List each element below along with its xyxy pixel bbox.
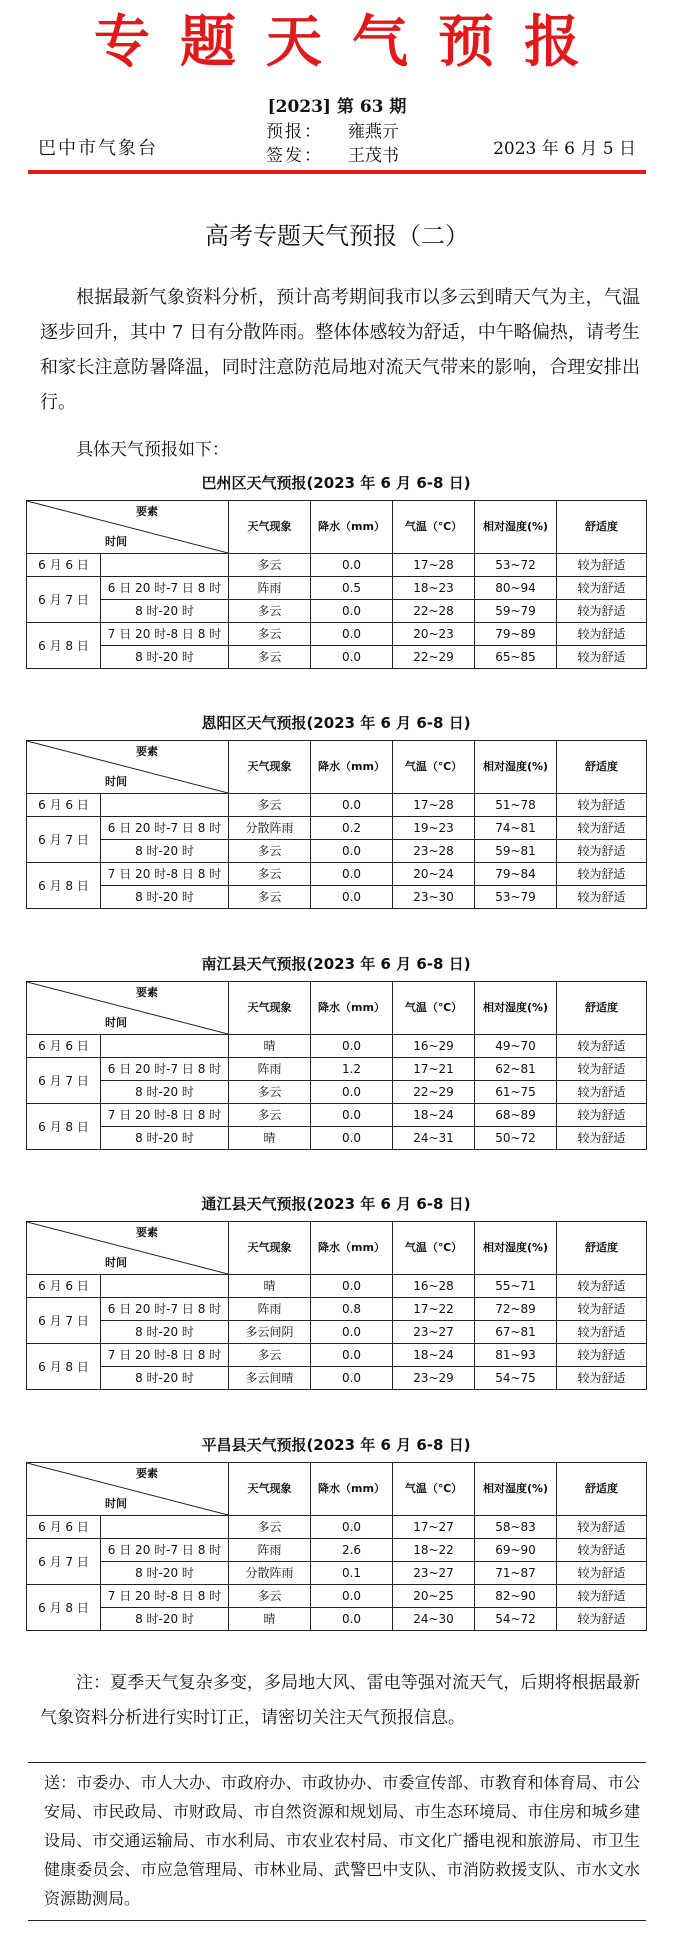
humidity-cell: 51~78 — [475, 794, 557, 817]
rain-cell: 0.1 — [311, 1562, 393, 1585]
table-header-row — [27, 1463, 647, 1516]
weather-cell: 多云 — [229, 646, 311, 669]
column-header-rain: 降水（mm） — [311, 501, 393, 554]
humidity-cell: 62~81 — [475, 1058, 557, 1081]
header-time-label: 时间 — [105, 535, 127, 548]
column-header-humidity: 相对湿度(%) — [475, 501, 557, 554]
forecast-table — [26, 500, 647, 669]
header-time-label: 时间 — [105, 1256, 127, 1269]
humidity-cell: 79~84 — [475, 863, 557, 886]
table-header-row — [27, 501, 647, 554]
comfort-cell: 较为舒适 — [557, 646, 647, 669]
comfort-cell: 较为舒适 — [557, 1539, 647, 1562]
period-cell: 6 日 20 时-7 日 8 时 — [101, 1539, 229, 1562]
forecaster-row — [266, 120, 399, 144]
header-time-label: 时间 — [105, 1497, 127, 1510]
temp-cell: 19~23 — [393, 817, 475, 840]
humidity-cell: 68~89 — [475, 1104, 557, 1127]
temp-cell: 24~31 — [393, 1127, 475, 1150]
summary-paragraph: 根据最新气象资料分析，预计高考期间我市以多云到晴天气为主，气温逐步回升，其中 7 日有分散阵雨。整体体感较为舒适，中午略偏热，请考生和家长注意防暑降温，同时注意防范局地对流天气带来的影响，合理安排出行。 — [40, 287, 640, 413]
weather-cell: 多云间阴 — [229, 1321, 311, 1344]
table-row — [27, 1275, 647, 1298]
comfort-cell: 较为舒适 — [557, 1058, 647, 1081]
weather-cell: 分散阵雨 — [229, 817, 311, 840]
section-title: 通江县天气预报(2023 年 6 月 6-8 日) — [201, 1195, 471, 1213]
period-cell: 7 日 20 时-8 日 8 时 — [101, 1104, 229, 1127]
rain-cell: 0.0 — [311, 1321, 393, 1344]
period-cell: 6 日 20 时-7 日 8 时 — [101, 817, 229, 840]
period-cell — [101, 1275, 229, 1298]
period-cell — [101, 1516, 229, 1539]
weather-cell: 多云 — [229, 794, 311, 817]
weather-cell: 多云 — [229, 1081, 311, 1104]
temp-cell: 17~27 — [393, 1516, 475, 1539]
comfort-cell: 较为舒适 — [557, 817, 647, 840]
issuing-agency: 巴中市气象台 — [38, 138, 158, 159]
weather-cell: 阵雨 — [229, 1298, 311, 1321]
column-header-temp: 气温（℃） — [393, 982, 475, 1035]
weather-cell: 多云 — [229, 886, 311, 909]
table-row — [27, 1127, 647, 1150]
period-cell — [101, 554, 229, 577]
table-row — [27, 1367, 647, 1390]
weather-cell: 晴 — [229, 1127, 311, 1150]
humidity-cell: 50~72 — [475, 1127, 557, 1150]
column-header-humidity: 相对湿度(%) — [475, 1463, 557, 1516]
diagonal-line — [27, 1222, 228, 1274]
forecast-section — [26, 1428, 646, 1631]
comfort-cell: 较为舒适 — [557, 1035, 647, 1058]
column-header-rain: 降水（mm） — [311, 741, 393, 794]
column-header-humidity: 相对湿度(%) — [475, 741, 557, 794]
temp-cell: 17~28 — [393, 554, 475, 577]
section-title: 平昌县天气预报(2023 年 6 月 6-8 日) — [201, 1436, 471, 1454]
forecast-section — [26, 1187, 646, 1390]
temp-cell: 17~28 — [393, 794, 475, 817]
header-element-label: 要素 — [136, 1226, 158, 1239]
humidity-cell: 82~90 — [475, 1585, 557, 1608]
rain-cell: 0.0 — [311, 1035, 393, 1058]
temp-cell: 18~22 — [393, 1539, 475, 1562]
weather-cell: 多云 — [229, 840, 311, 863]
column-header-temp: 气温（℃） — [393, 1463, 475, 1516]
comfort-cell: 较为舒适 — [557, 1275, 647, 1298]
weather-cell: 多云间晴 — [229, 1367, 311, 1390]
humidity-cell: 58~83 — [475, 1516, 557, 1539]
rain-cell: 0.8 — [311, 1298, 393, 1321]
comfort-cell: 较为舒适 — [557, 863, 647, 886]
temp-cell: 23~27 — [393, 1321, 475, 1344]
diagonal-header-cell — [27, 741, 229, 794]
rain-cell: 0.0 — [311, 1104, 393, 1127]
column-header-humidity: 相对湿度(%) — [475, 982, 557, 1035]
rain-cell: 0.5 — [311, 577, 393, 600]
distribution-list: 送：市委办、市人大办、市政府办、市政协办、市委宣传部、市教育和体育局、市公安局、市民政局、市财政局、市自然资源和规划局、市生态环境局、市住房和城乡建设局、市交通运输局、市水利局、市农业农村局、市文化广播电视和旅游局、市卫生健康委员会、市应急管理局、市林业局、武警巴中支队、市消防救援支队、市水文水资源勘测局。 — [44, 1773, 640, 1908]
signers-block — [266, 120, 399, 168]
column-header-weather: 天气现象 — [229, 501, 311, 554]
forecast-intro: 具体天气预报如下： — [76, 440, 229, 460]
publish-date: 2023 年 6 月 5 日 — [493, 139, 636, 159]
forecaster-label: 预报： — [266, 122, 323, 142]
period-cell: 8 时-20 时 — [101, 886, 229, 909]
table-row — [27, 577, 647, 600]
period-cell: 8 时-20 时 — [101, 1562, 229, 1585]
temp-cell: 18~23 — [393, 577, 475, 600]
day-cell: 6 月 7 日 — [27, 1539, 101, 1585]
forecaster-name: 雍燕亓 — [348, 122, 399, 142]
comfort-cell: 较为舒适 — [557, 1127, 647, 1150]
table-row — [27, 1539, 647, 1562]
humidity-cell: 54~72 — [475, 1608, 557, 1631]
rain-cell: 0.0 — [311, 886, 393, 909]
section-title: 南江县天气预报(2023 年 6 月 6-8 日) — [201, 955, 471, 973]
temp-cell: 23~28 — [393, 840, 475, 863]
comfort-cell: 较为舒适 — [557, 623, 647, 646]
humidity-cell: 55~71 — [475, 1275, 557, 1298]
temp-cell: 23~29 — [393, 1367, 475, 1390]
period-cell: 8 时-20 时 — [101, 840, 229, 863]
rain-cell: 0.0 — [311, 1367, 393, 1390]
humidity-cell: 74~81 — [475, 817, 557, 840]
column-header-temp: 气温（℃） — [393, 741, 475, 794]
day-cell: 6 月 8 日 — [27, 1344, 101, 1390]
period-cell: 8 时-20 时 — [101, 1321, 229, 1344]
table-row — [27, 1104, 647, 1127]
day-cell: 6 月 7 日 — [27, 577, 101, 623]
column-header-comfort: 舒适度 — [557, 501, 647, 554]
comfort-cell: 较为舒适 — [557, 1367, 647, 1390]
issuer-label: 签发： — [266, 146, 323, 166]
day-cell: 6 月 6 日 — [27, 1275, 101, 1298]
day-cell: 6 月 6 日 — [27, 1035, 101, 1058]
table-row — [27, 794, 647, 817]
temp-cell: 20~23 — [393, 623, 475, 646]
humidity-cell: 59~81 — [475, 840, 557, 863]
table-row — [27, 863, 647, 886]
temp-cell: 20~25 — [393, 1585, 475, 1608]
column-header-comfort: 舒适度 — [557, 741, 647, 794]
humidity-cell: 65~85 — [475, 646, 557, 669]
forecast-section — [26, 466, 646, 669]
temp-cell: 22~29 — [393, 646, 475, 669]
weather-cell: 阵雨 — [229, 1058, 311, 1081]
comfort-cell: 较为舒适 — [557, 1608, 647, 1631]
temp-cell: 22~29 — [393, 1081, 475, 1104]
red-divider — [28, 170, 646, 174]
rain-cell: 0.0 — [311, 863, 393, 886]
table-row — [27, 886, 647, 909]
table-row — [27, 600, 647, 623]
table-header-row — [27, 982, 647, 1035]
comfort-cell: 较为舒适 — [557, 1585, 647, 1608]
temp-cell: 23~27 — [393, 1562, 475, 1585]
advisory-note: 注：夏季天气复杂多变，多局地大风、雷电等强对流天气，后期将根据最新气象资料分析进行实时订正，请密切关注天气预报信息。 — [40, 1673, 640, 1728]
issuer-name: 王茂书 — [348, 146, 399, 166]
comfort-cell: 较为舒适 — [557, 554, 647, 577]
rain-cell: 0.0 — [311, 600, 393, 623]
temp-cell: 24~30 — [393, 1608, 475, 1631]
table-row — [27, 1585, 647, 1608]
period-cell: 6 日 20 时-7 日 8 时 — [101, 577, 229, 600]
humidity-cell: 69~90 — [475, 1539, 557, 1562]
diagonal-header-cell — [27, 1463, 229, 1516]
diagonal-header-cell — [27, 982, 229, 1035]
period-cell: 8 时-20 时 — [101, 1127, 229, 1150]
rain-cell: 0.2 — [311, 817, 393, 840]
comfort-cell: 较为舒适 — [557, 1104, 647, 1127]
rain-cell: 0.0 — [311, 794, 393, 817]
column-header-comfort: 舒适度 — [557, 982, 647, 1035]
humidity-cell: 72~89 — [475, 1298, 557, 1321]
temp-cell: 17~21 — [393, 1058, 475, 1081]
day-cell: 6 月 6 日 — [27, 794, 101, 817]
diagonal-line — [27, 741, 228, 793]
comfort-cell: 较为舒适 — [557, 600, 647, 623]
weather-cell: 多云 — [229, 863, 311, 886]
comfort-cell: 较为舒适 — [557, 840, 647, 863]
issuer-row — [266, 144, 399, 168]
rain-cell: 0.0 — [311, 1516, 393, 1539]
comfort-cell: 较为舒适 — [557, 1562, 647, 1585]
column-header-rain: 降水（mm） — [311, 982, 393, 1035]
header-time-label: 时间 — [105, 1016, 127, 1029]
column-header-comfort: 舒适度 — [557, 1222, 647, 1275]
header-element-label: 要素 — [136, 745, 158, 758]
weather-cell: 晴 — [229, 1275, 311, 1298]
rain-cell: 0.0 — [311, 1127, 393, 1150]
document-title: 高考专题天气预报（二） — [205, 222, 469, 250]
table-row — [27, 623, 647, 646]
comfort-cell: 较为舒适 — [557, 1344, 647, 1367]
column-header-weather: 天气现象 — [229, 1463, 311, 1516]
table-row — [27, 1562, 647, 1585]
humidity-cell: 80~94 — [475, 577, 557, 600]
table-row — [27, 1035, 647, 1058]
table-row — [27, 646, 647, 669]
temp-cell: 16~29 — [393, 1035, 475, 1058]
humidity-cell: 67~81 — [475, 1321, 557, 1344]
column-header-comfort: 舒适度 — [557, 1463, 647, 1516]
header-element-label: 要素 — [136, 986, 158, 999]
table-header-row — [27, 741, 647, 794]
day-cell: 6 月 8 日 — [27, 1585, 101, 1631]
column-header-rain: 降水（mm） — [311, 1463, 393, 1516]
column-header-weather: 天气现象 — [229, 982, 311, 1035]
rain-cell: 0.0 — [311, 1608, 393, 1631]
table-row — [27, 840, 647, 863]
day-cell: 6 月 7 日 — [27, 1058, 101, 1104]
distribution-bottom-rule — [28, 1920, 646, 1921]
period-cell: 6 日 20 时-7 日 8 时 — [101, 1058, 229, 1081]
humidity-cell: 61~75 — [475, 1081, 557, 1104]
comfort-cell: 较为舒适 — [557, 1298, 647, 1321]
day-cell: 6 月 7 日 — [27, 1298, 101, 1344]
weather-cell: 多云 — [229, 554, 311, 577]
period-cell: 8 时-20 时 — [101, 646, 229, 669]
comfort-cell: 较为舒适 — [557, 1516, 647, 1539]
comfort-cell: 较为舒适 — [557, 577, 647, 600]
day-cell: 6 月 6 日 — [27, 1516, 101, 1539]
header-element-label: 要素 — [136, 505, 158, 518]
day-cell: 6 月 8 日 — [27, 623, 101, 669]
column-header-weather: 天气现象 — [229, 741, 311, 794]
weather-cell: 阵雨 — [229, 577, 311, 600]
column-header-humidity: 相对湿度(%) — [475, 1222, 557, 1275]
humidity-cell: 53~79 — [475, 886, 557, 909]
weather-cell: 多云 — [229, 623, 311, 646]
section-title: 巴州区天气预报(2023 年 6 月 6-8 日) — [201, 474, 471, 492]
rain-cell: 0.0 — [311, 646, 393, 669]
diagonal-line — [27, 982, 228, 1034]
weather-cell: 多云 — [229, 600, 311, 623]
weather-cell: 阵雨 — [229, 1539, 311, 1562]
forecast-section — [26, 947, 646, 1150]
table-row — [27, 1344, 647, 1367]
forecast-table — [26, 740, 647, 909]
rain-cell: 0.0 — [311, 554, 393, 577]
rain-cell: 0.0 — [311, 1275, 393, 1298]
period-cell: 7 日 20 时-8 日 8 时 — [101, 623, 229, 646]
column-header-temp: 气温（℃） — [393, 1222, 475, 1275]
comfort-cell: 较为舒适 — [557, 1081, 647, 1104]
period-cell — [101, 794, 229, 817]
rain-cell: 0.0 — [311, 623, 393, 646]
table-row — [27, 1298, 647, 1321]
table-row — [27, 554, 647, 577]
weather-cell: 多云 — [229, 1516, 311, 1539]
weather-cell: 晴 — [229, 1035, 311, 1058]
rain-cell: 1.2 — [311, 1058, 393, 1081]
period-cell — [101, 1035, 229, 1058]
masthead-title: 专题天气预报 — [94, 10, 610, 75]
period-cell: 6 日 20 时-7 日 8 时 — [101, 1298, 229, 1321]
weather-cell: 多云 — [229, 1344, 311, 1367]
distribution-top-rule — [28, 1762, 646, 1763]
diagonal-header-cell — [27, 501, 229, 554]
temp-cell: 20~24 — [393, 863, 475, 886]
table-row — [27, 1608, 647, 1631]
day-cell: 6 月 6 日 — [27, 554, 101, 577]
column-header-temp: 气温（℃） — [393, 501, 475, 554]
diagonal-line — [27, 501, 228, 553]
period-cell: 8 时-20 时 — [101, 1081, 229, 1104]
table-row — [27, 1081, 647, 1104]
forecast-section — [26, 706, 646, 909]
header-time-label: 时间 — [105, 775, 127, 788]
table-row — [27, 1058, 647, 1081]
period-cell: 7 日 20 时-8 日 8 时 — [101, 1585, 229, 1608]
rain-cell: 2.6 — [311, 1539, 393, 1562]
weather-cell: 晴 — [229, 1608, 311, 1631]
humidity-cell: 53~72 — [475, 554, 557, 577]
period-cell: 7 日 20 时-8 日 8 时 — [101, 1344, 229, 1367]
table-row — [27, 817, 647, 840]
temp-cell: 18~24 — [393, 1344, 475, 1367]
table-header-row — [27, 1222, 647, 1275]
day-cell: 6 月 8 日 — [27, 863, 101, 909]
diagonal-header-cell — [27, 1222, 229, 1275]
temp-cell: 16~28 — [393, 1275, 475, 1298]
temp-cell: 23~30 — [393, 886, 475, 909]
rain-cell: 0.0 — [311, 1344, 393, 1367]
header-element-label: 要素 — [136, 1467, 158, 1480]
humidity-cell: 59~79 — [475, 600, 557, 623]
humidity-cell: 81~93 — [475, 1344, 557, 1367]
humidity-cell: 49~70 — [475, 1035, 557, 1058]
comfort-cell: 较为舒适 — [557, 794, 647, 817]
weather-cell: 多云 — [229, 1104, 311, 1127]
weather-cell: 分散阵雨 — [229, 1562, 311, 1585]
issue-number: [2023] 第 63 期 — [267, 97, 407, 117]
rain-cell: 0.0 — [311, 840, 393, 863]
temp-cell: 18~24 — [393, 1104, 475, 1127]
weather-cell: 多云 — [229, 1585, 311, 1608]
forecast-table — [26, 981, 647, 1150]
period-cell: 8 时-20 时 — [101, 600, 229, 623]
column-header-weather: 天气现象 — [229, 1222, 311, 1275]
table-row — [27, 1321, 647, 1344]
period-cell: 8 时-20 时 — [101, 1367, 229, 1390]
forecast-table — [26, 1221, 647, 1390]
temp-cell: 22~28 — [393, 600, 475, 623]
table-row — [27, 1516, 647, 1539]
temp-cell: 17~22 — [393, 1298, 475, 1321]
rain-cell: 0.0 — [311, 1081, 393, 1104]
rain-cell: 0.0 — [311, 1585, 393, 1608]
period-cell: 7 日 20 时-8 日 8 时 — [101, 863, 229, 886]
humidity-cell: 71~87 — [475, 1562, 557, 1585]
humidity-cell: 54~75 — [475, 1367, 557, 1390]
section-title: 恩阳区天气预报(2023 年 6 月 6-8 日) — [201, 714, 471, 732]
forecast-table — [26, 1462, 647, 1631]
day-cell: 6 月 7 日 — [27, 817, 101, 863]
comfort-cell: 较为舒适 — [557, 1321, 647, 1344]
column-header-rain: 降水（mm） — [311, 1222, 393, 1275]
humidity-cell: 79~89 — [475, 623, 557, 646]
comfort-cell: 较为舒适 — [557, 886, 647, 909]
period-cell: 8 时-20 时 — [101, 1608, 229, 1631]
day-cell: 6 月 8 日 — [27, 1104, 101, 1150]
diagonal-line — [27, 1463, 228, 1515]
